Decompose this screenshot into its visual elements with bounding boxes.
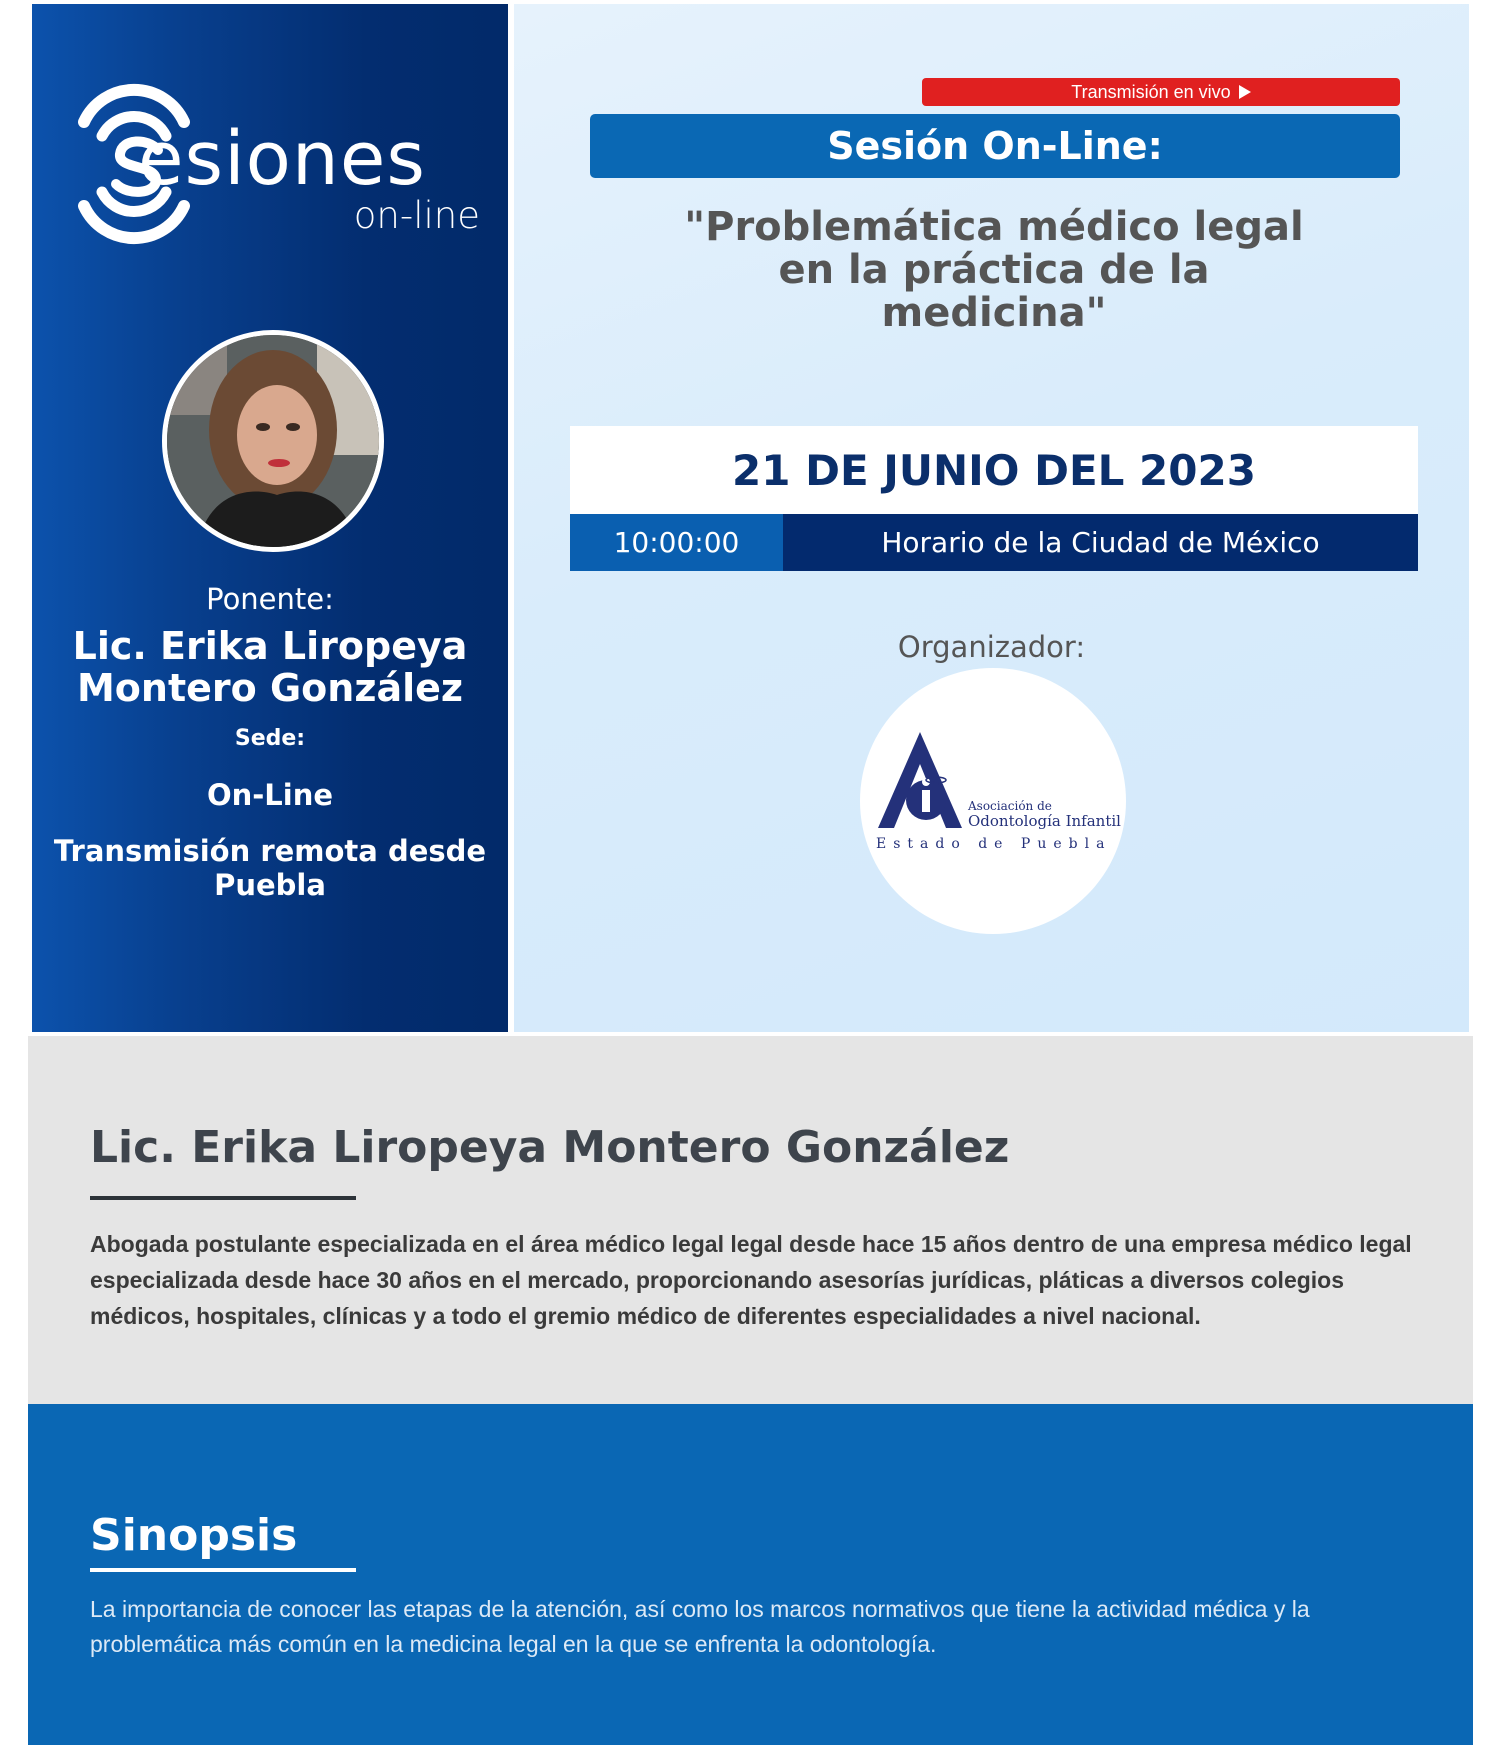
synopsis-section: [28, 1404, 1473, 1745]
organizer-logo: [860, 668, 1126, 934]
event-timezone: Horario de la Ciudad de México: [783, 514, 1418, 571]
bio-title: Lic. Erika Liropeya Montero González: [90, 1122, 1010, 1173]
synopsis-title: Sinopsis: [90, 1510, 298, 1561]
speaker-panel: [32, 4, 508, 1032]
sede-value: On-Line: [206, 778, 334, 812]
synopsis-divider: [90, 1568, 356, 1572]
speaker-name: Lic. Erika Liropeya Montero González: [72, 624, 468, 710]
session-header: Sesión On-Line:: [590, 114, 1400, 178]
sede-description: Transmisión remota desde Puebla: [53, 834, 487, 902]
speaker-photo: [167, 335, 379, 547]
date-card: [570, 426, 1418, 571]
sede-label: Sede:: [234, 726, 306, 751]
live-stream-button[interactable]: [922, 78, 1400, 106]
bio-text: Abogada postulante especializada en el área médico legal legal desde hace 15 años dentro de una empresa médico legal especializada desde hace 30 años en el mercado, proporcionando asesorías jurídicas, pláticas a diversos colegios médicos, hospitales, clínicas y a todo el gremio médico de diferentes especialidades a nivel nacional.: [90, 1231, 1412, 1329]
org-logo-line1: Asociación de: [968, 799, 1052, 813]
live-stream-label: Transmisión en vivo: [1071, 81, 1231, 102]
time-row: [570, 514, 1418, 571]
bio-divider: [90, 1196, 356, 1200]
sesiones-logo: [70, 76, 480, 251]
hero-banner: [28, 0, 1473, 1036]
speaker-avatar: [162, 330, 384, 552]
event-panel: [514, 4, 1469, 1032]
play-icon: [1239, 85, 1251, 99]
event-date: 21 DE JUNIO DEL 2023: [570, 426, 1418, 514]
synopsis-text: La importancia de conocer las etapas de la atención, así como los marcos normativos que tiene la actividad médica y la problemática más común en la medicina legal en la que se enfrenta la odontología.: [90, 1596, 1310, 1657]
org-logo-line3: Estado de Puebla: [876, 836, 1112, 852]
logo-tagline: on-line: [353, 194, 480, 237]
event-time: 10:00:00: [570, 514, 783, 571]
logo-wordmark: esiones: [138, 116, 426, 202]
page: [28, 0, 1473, 1745]
aoi-logo-icon: [860, 668, 1126, 934]
ponente-label: Ponente:: [206, 582, 334, 616]
bio-section: [28, 1036, 1473, 1404]
org-logo-line2: Odontología Infantil: [968, 812, 1121, 830]
talk-title: "Problemática médico legal en la práctica de la medicina": [684, 204, 1304, 336]
organizer-label: Organizador:: [897, 630, 1086, 664]
